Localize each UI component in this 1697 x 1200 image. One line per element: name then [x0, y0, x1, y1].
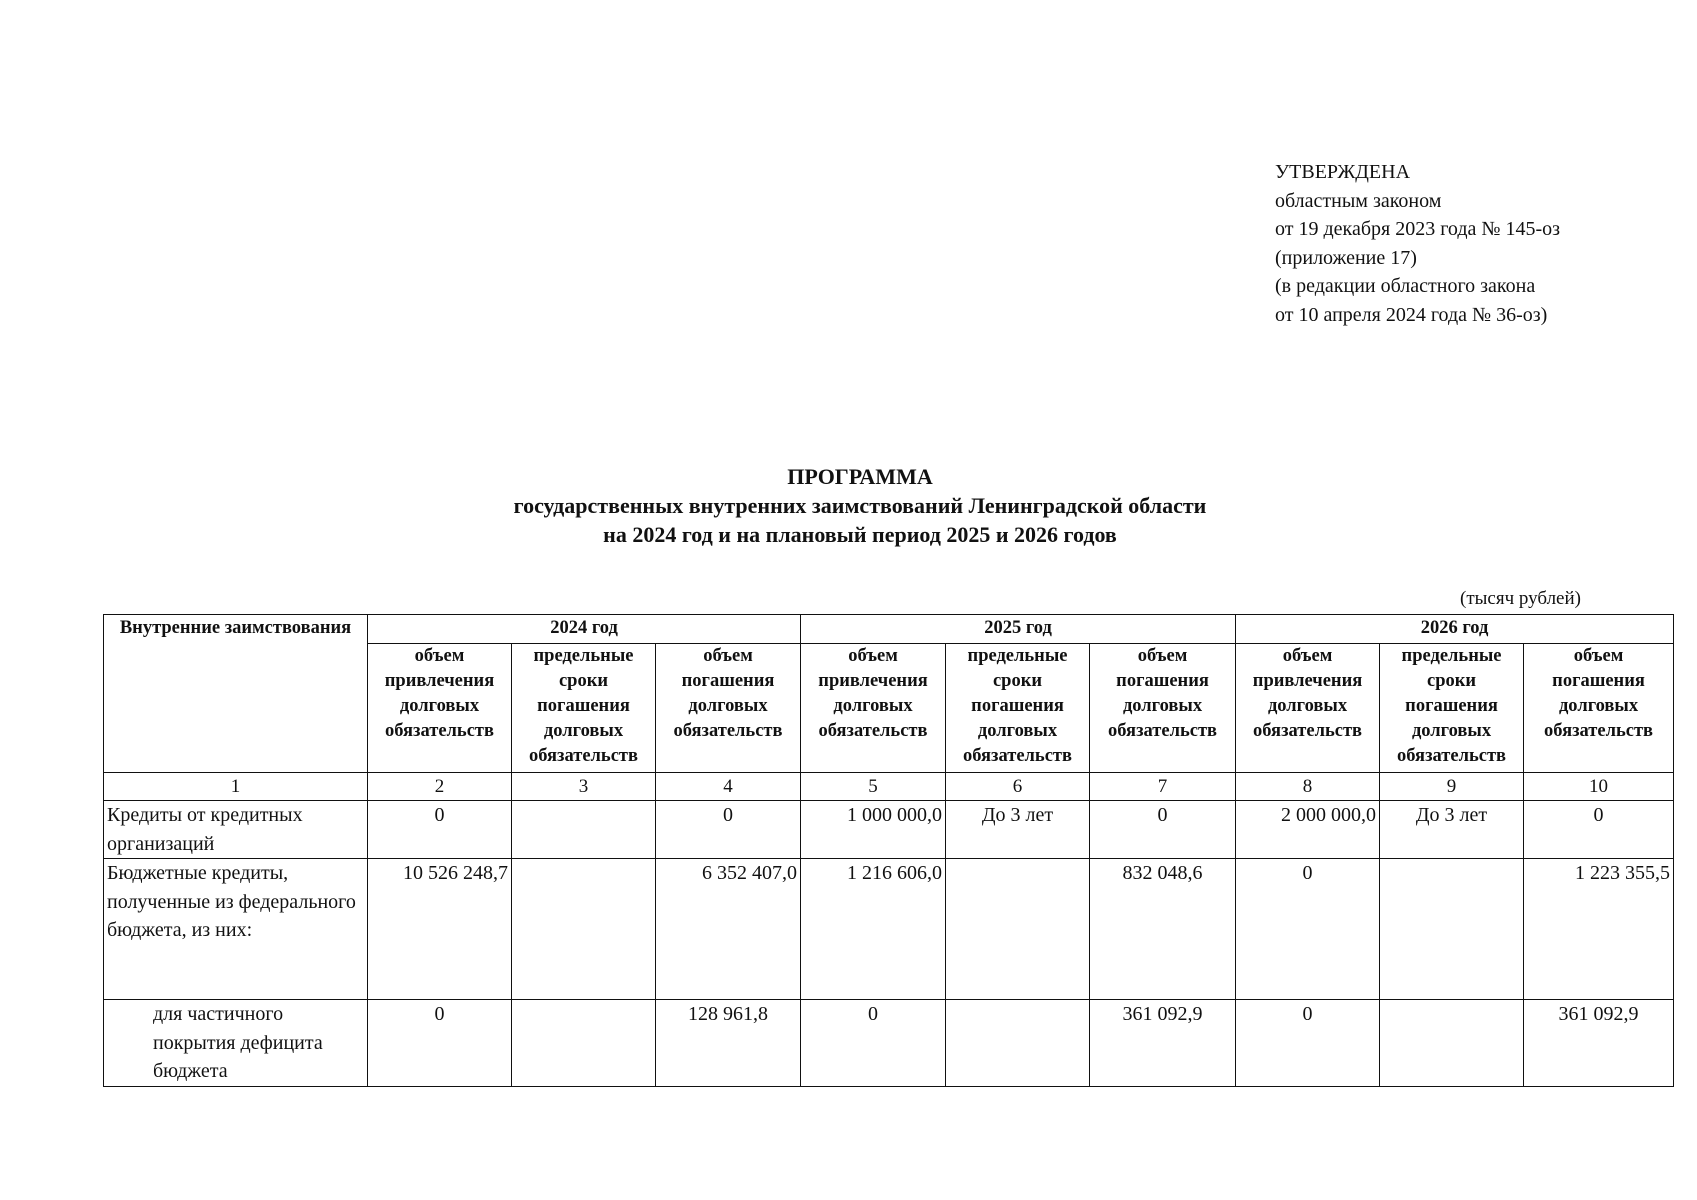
- table-row-deficit-coverage: [104, 1000, 1674, 1087]
- column-number: 1: [104, 773, 368, 801]
- cell-value: [1380, 859, 1524, 1000]
- column-number: 3: [512, 773, 656, 801]
- approval-line-5: (в редакции областного закона: [1275, 275, 1536, 297]
- cell-value: 1 000 000,0: [801, 801, 946, 859]
- cell-value: 0: [1090, 801, 1236, 859]
- cell-value: 0: [368, 1000, 512, 1087]
- header-terms-2025: предельные сроки погашения долговых обязательств: [946, 644, 1090, 773]
- header-repayment-2026: объем погашения долговых обязательств: [1524, 644, 1674, 773]
- cell-value: [946, 859, 1090, 1000]
- row-name-text: для частичного покрытия дефицита бюджета: [153, 1003, 323, 1082]
- column-number: 2: [368, 773, 512, 801]
- cell-value: 0: [801, 1000, 946, 1087]
- cell-value: 0: [368, 801, 512, 859]
- title-line-3: на 2024 год и на плановый период 2025 и 2026 годов: [603, 522, 1117, 547]
- cell-value: 128 961,8: [656, 1000, 801, 1087]
- header-attraction-2025: объем привлечения долговых обязательств: [801, 644, 946, 773]
- cell-value: 361 092,9: [1524, 1000, 1674, 1087]
- cell-value: [1380, 1000, 1524, 1087]
- header-attraction-2024: объем привлечения долговых обязательств: [368, 644, 512, 773]
- cell-value: 6 352 407,0: [656, 859, 801, 1000]
- row-name: Бюджетные кредиты, полученные из федерального бюджета, из них:: [104, 859, 368, 1000]
- cell-value: 2 000 000,0: [1236, 801, 1380, 859]
- column-number: 8: [1236, 773, 1380, 801]
- approval-line-6: от 10 апреля 2024 года № 36-оз): [1275, 303, 1548, 326]
- column-number: 6: [946, 773, 1090, 801]
- cell-value: До 3 лет: [1380, 801, 1524, 859]
- header-year-2024: 2024 год: [368, 615, 801, 644]
- table-row-budget-credits: [104, 859, 1674, 1000]
- cell-value: 832 048,6: [1090, 859, 1236, 1000]
- header-terms-2026: предельные сроки погашения долговых обязательств: [1380, 644, 1524, 773]
- cell-value: [512, 859, 656, 1000]
- approval-line-2: областным законом: [1275, 189, 1442, 212]
- cell-value: 0: [1236, 1000, 1380, 1087]
- cell-value: 1 223 355,5: [1524, 859, 1674, 1000]
- cell-value: 10 526 248,7: [368, 859, 512, 1000]
- cell-value: [512, 1000, 656, 1087]
- document-title: [0, 462, 1697, 549]
- column-number: 4: [656, 773, 801, 801]
- cell-value: 0: [1236, 859, 1380, 1000]
- column-number: 9: [1380, 773, 1524, 801]
- cell-value: [512, 801, 656, 859]
- column-number: 5: [801, 773, 946, 801]
- column-number: 7: [1090, 773, 1236, 801]
- cell-value: До 3 лет: [946, 801, 1090, 859]
- column-number-row: [104, 773, 1674, 801]
- table-row-credit-institutions: [104, 801, 1674, 859]
- header-internal-borrowings: Внутренние заимствования: [104, 615, 368, 773]
- approval-line-3: от 19 декабря 2023 года № 145-оз: [1275, 218, 1561, 240]
- header-year-2025: 2025 год: [801, 615, 1236, 644]
- cell-value: 0: [1524, 801, 1674, 859]
- approval-stamp: [1275, 158, 1560, 329]
- cell-value: 361 092,9: [1090, 1000, 1236, 1087]
- borrowing-table: [103, 614, 1674, 1087]
- cell-value: [946, 1000, 1090, 1087]
- approval-line-4: (приложение 17): [1275, 246, 1417, 269]
- header-repayment-2024: объем погашения долговых обязательств: [656, 644, 801, 773]
- cell-value: 0: [656, 801, 801, 859]
- approval-heading: УТВЕРЖДЕНА: [1275, 161, 1411, 183]
- cell-value: 1 216 606,0: [801, 859, 946, 1000]
- row-name: Кредиты от кредитных организаций: [104, 801, 368, 859]
- header-terms-2024: предельные сроки погашения долговых обязательств: [512, 644, 656, 773]
- column-number: 10: [1524, 773, 1674, 801]
- header-year-2026: 2026 год: [1236, 615, 1674, 644]
- units-note: (тысяч рублей): [1460, 588, 1581, 609]
- title-line-1: ПРОГРАММА: [787, 464, 933, 489]
- title-line-2: государственных внутренних заимствований Ленинградской области: [513, 493, 1207, 518]
- header-repayment-2025: объем погашения долговых обязательств: [1090, 644, 1236, 773]
- row-name: [104, 1000, 368, 1087]
- header-attraction-2026: объем привлечения долговых обязательств: [1236, 644, 1380, 773]
